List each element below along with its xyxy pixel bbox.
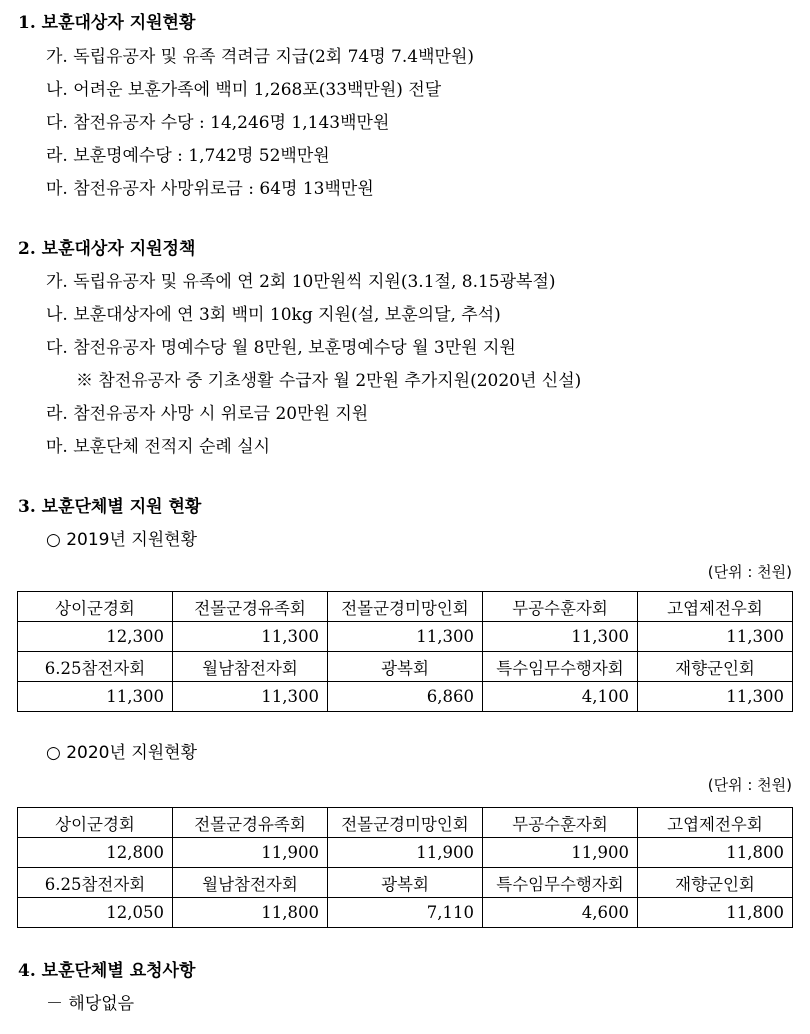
table-row [18,808,793,838]
table-2020-title: ○ 2020년 지원현황 [46,743,198,763]
org-name-cell: 전몰군경미망인회 [328,592,483,622]
org-name-cell: 6.25참전자회 [18,652,173,682]
org-name-cell: 전몰군경유족회 [173,808,328,838]
section-1-item: 다. 참전유공자 수당 : 14,246명 1,143백만원 [46,113,390,133]
table-row [18,838,793,868]
org-name-cell: 재향군인회 [638,868,793,898]
org-name-cell: 특수임무수행자회 [483,652,638,682]
section-1-item: 마. 참전유공자 사망위로금 : 64명 13백만원 [46,179,374,199]
section-2-item: 라. 참전유공자 사망 시 위로금 20만원 지원 [46,404,369,424]
section-2-item: 다. 참전유공자 명예수당 월 8만원, 보훈명예수당 월 3만원 지원 [46,338,516,358]
table-2019 [17,591,793,712]
org-name-cell: 재향군인회 [638,652,793,682]
section-2-note: ※ 참전유공자 중 기초생활 수급자 월 2만원 추가지원(2020년 신설) [76,371,582,391]
amount-cell: 11,300 [173,622,328,652]
amount-cell: 12,300 [18,622,173,652]
amount-cell: 11,300 [483,622,638,652]
amount-cell: 12,050 [18,898,173,928]
table-row [18,652,793,682]
table-2020 [17,807,793,928]
amount-cell: 11,300 [18,682,173,712]
amount-cell: 6,860 [328,682,483,712]
org-name-cell: 광복회 [328,652,483,682]
amount-cell: 4,600 [483,898,638,928]
amount-cell: 11,300 [173,682,328,712]
table-row [18,622,793,652]
table-row [18,868,793,898]
table-row [18,682,793,712]
org-name-cell: 무공수훈자회 [483,808,638,838]
org-name-cell: 고엽제전우회 [638,592,793,622]
amount-cell: 12,800 [18,838,173,868]
amount-cell: 7,110 [328,898,483,928]
section-1-title: 1. 보훈대상자 지원현황 [18,13,196,33]
amount-cell: 11,300 [328,622,483,652]
section-2-item: 마. 보훈단체 전적지 순례 실시 [46,437,271,457]
org-name-cell: 무공수훈자회 [483,592,638,622]
org-name-cell: 월남참전자회 [173,868,328,898]
amount-cell: 11,300 [638,682,793,712]
section-2-title: 2. 보훈대상자 지원정책 [18,239,196,259]
amount-cell: 11,900 [328,838,483,868]
org-name-cell: 전몰군경미망인회 [328,808,483,838]
org-name-cell: 특수임무수행자회 [483,868,638,898]
section-1-item: 나. 어려운 보훈가족에 백미 1,268포(33백만원) 전달 [46,80,442,100]
amount-cell: 11,800 [638,838,793,868]
org-name-cell: 6.25참전자회 [18,868,173,898]
section-3-title: 3. 보훈단체별 지원 현황 [18,497,202,517]
org-name-cell: 광복회 [328,868,483,898]
section-2-item: 나. 보훈대상자에 연 3회 백미 10kg 지원(설, 보훈의달, 추석) [46,305,501,325]
section-1-item: 라. 보훈명예수당 : 1,742명 52백만원 [46,146,330,166]
amount-cell: 4,100 [483,682,638,712]
amount-cell: 11,900 [173,838,328,868]
amount-cell: 11,300 [638,622,793,652]
org-name-cell: 상이군경회 [18,592,173,622]
section-4-title: 4. 보훈단체별 요청사항 [18,961,196,981]
table-2020-unit: (단위 : 천원) [707,776,792,794]
org-name-cell: 전몰군경유족회 [173,592,328,622]
table-2019-unit: (단위 : 천원) [707,563,792,581]
amount-cell: 11,800 [638,898,793,928]
section-4-item: － 해당없음 [46,994,135,1014]
amount-cell: 11,900 [483,838,638,868]
table-row [18,592,793,622]
table-row [18,898,793,928]
amount-cell: 11,800 [173,898,328,928]
org-name-cell: 상이군경회 [18,808,173,838]
org-name-cell: 고엽제전우회 [638,808,793,838]
section-1-item: 가. 독립유공자 및 유족 격려금 지급(2회 74명 7.4백만원) [46,47,474,67]
org-name-cell: 월남참전자회 [173,652,328,682]
table-2019-title: ○ 2019년 지원현황 [46,530,198,550]
section-2-item: 가. 독립유공자 및 유족에 연 2회 10만원씩 지원(3.1절, 8.15광복절) [46,272,556,292]
